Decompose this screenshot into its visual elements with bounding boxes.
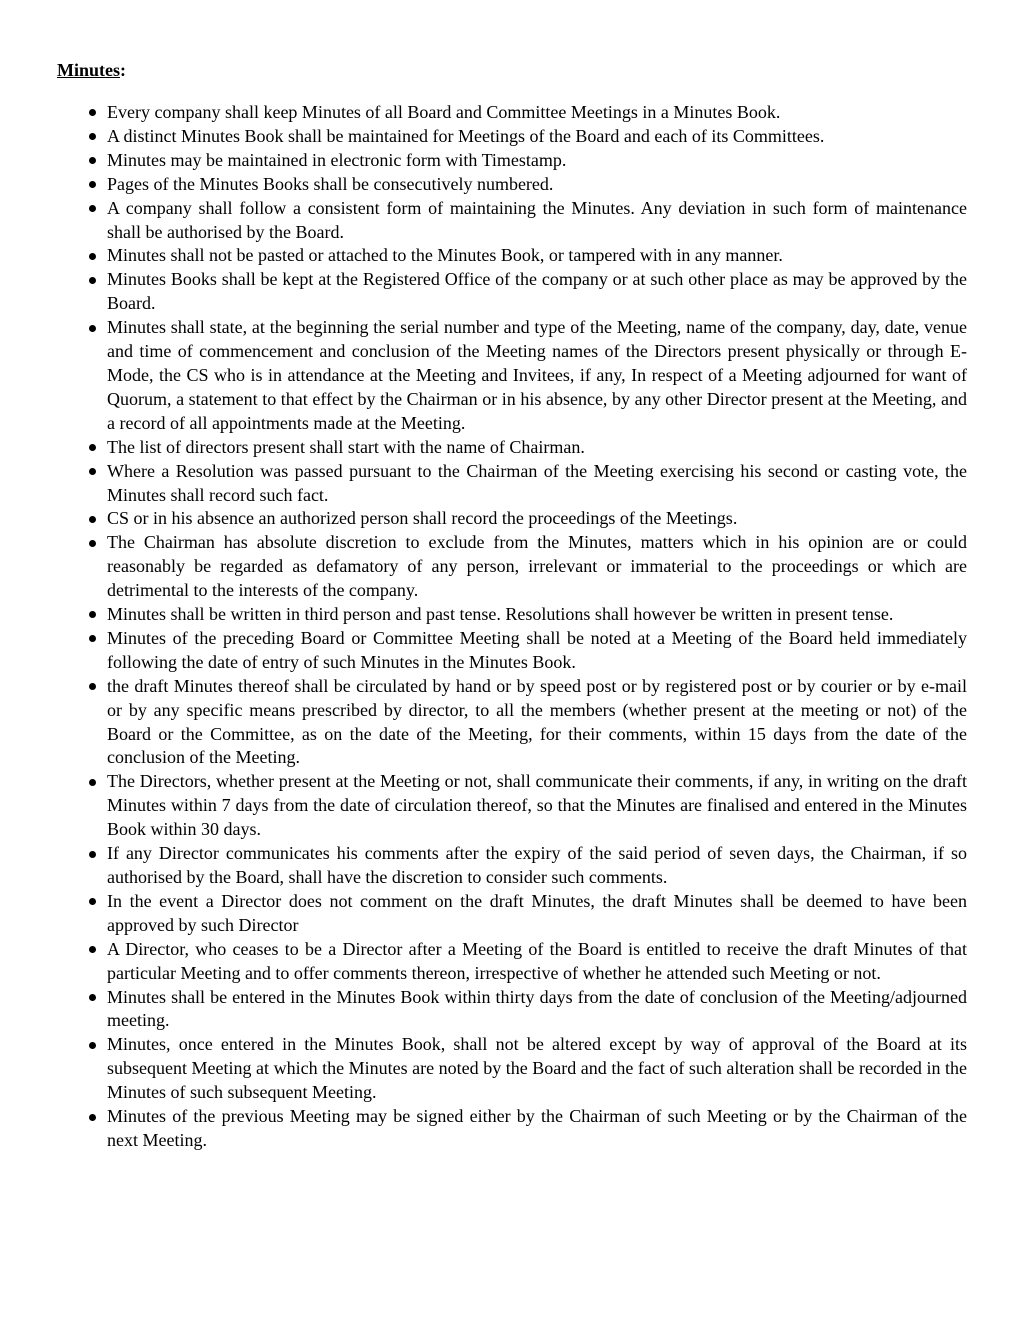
bullet-item <box>0 1033 967 1105</box>
bullet-item <box>0 507 967 531</box>
bullet-text: Minutes may be maintained in electronic form with Timestamp. <box>107 149 567 170</box>
bullet-point-icon <box>86 125 98 149</box>
bullet-text: A company shall follow a consistent form of maintaining the Minutes. Any deviation in such form of maintenance shall be authorised by the Board. <box>107 197 967 242</box>
heading-colon: : <box>120 60 126 80</box>
bullet-point-icon <box>86 1105 98 1129</box>
bullet-point-icon <box>86 627 98 651</box>
bullet-text: If any Director communicates his comments after the expiry of the said period of seven days, the Chairman, if so authorised by the Board, shall have the discretion to consider such comments. <box>107 843 967 887</box>
bullet-item <box>0 531 967 603</box>
bullet-text: Minutes shall be written in third person and past tense. Resolutions shall however be written in present tense. <box>107 604 894 625</box>
bullet-text: the draft Minutes thereof shall be circulated by hand or by speed post or by registered post or by courier or by e-mail or by any specific means prescribed by director, to all the members (whether present at the meeting or not) of the Board or the Committee, as on the date of the Meeting, for their comments, within 15 days from the date of the conclusion of the Meeting. <box>107 675 967 768</box>
bullet-text: Minutes shall be entered in the Minutes Book within thirty days from the date of conclusion of the Meeting/adjourned meeting. <box>107 986 967 1031</box>
bullet-point-icon <box>86 603 98 627</box>
bullet-point-icon <box>86 675 98 699</box>
bullet-text: In the event a Director does not comment on the draft Minutes, the draft Minutes shall be deemed to have been approved by such Director <box>107 890 967 935</box>
bullet-item <box>0 316 967 436</box>
bullet-item <box>0 770 967 842</box>
bullet-item <box>0 675 967 771</box>
bullet-item <box>0 125 967 149</box>
bullet-point-icon <box>86 770 98 794</box>
bullet-point-icon <box>86 507 98 531</box>
bullet-point-icon <box>86 436 98 460</box>
bullet-item <box>0 842 967 890</box>
bullet-point-icon <box>86 986 98 1010</box>
bullet-text: Minutes shall state, at the beginning the serial number and type of the Meeting, name of the company, day, date, venue and time of commencement and conclusion of the Meeting names of the Directors present physically or through E-Mode, the CS who is in attendance at the Meeting and Invitees, if any, In respect of a Meeting adjourned for want of Quorum, a statement to that effect by the Chairman or in his absence, by any other Director present at the Meeting, and a record of all appointments made at the Meeting. <box>107 317 967 433</box>
bullet-text: A distinct Minutes Book shall be maintained for Meetings of the Board and each of its Committees. <box>107 125 825 146</box>
bullet-item <box>0 436 967 460</box>
bullet-text: The Chairman has absolute discretion to exclude from the Minutes, matters which in his opinion are or could reasonably be regarded as defamatory of any person, irrelevant or immaterial to the proceedings or which are detrimental to the interests of the company. <box>107 532 967 601</box>
bullet-point-icon <box>86 268 98 292</box>
bullet-text: Pages of the Minutes Books shall be consecutively numbered. <box>107 173 554 194</box>
bullet-item <box>0 173 967 197</box>
bullet-item <box>0 986 967 1034</box>
bullet-item <box>0 197 967 245</box>
bullet-text: Minutes Books shall be kept at the Registered Office of the company or at such other place as may be approved by the Board. <box>107 269 967 314</box>
bullet-text: Minutes, once entered in the Minutes Book, shall not be altered except by way of approval of the Board at its subsequent Meeting at which the Minutes are noted by the Board and the fact of such alteration shall be recorded in the Minutes of such subsequent Meeting. <box>107 1034 967 1103</box>
bullet-item <box>0 149 967 173</box>
bullet-text: Minutes shall not be pasted or attached to the Minutes Book, or tampered with in any manner. <box>107 245 783 266</box>
bullet-text: Where a Resolution was passed pursuant to the Chairman of the Meeting exercising his second or casting vote, the Minutes shall record such fact. <box>107 460 967 505</box>
bullet-item <box>0 890 967 938</box>
bullet-item <box>0 938 967 986</box>
bullet-point-icon <box>86 890 98 914</box>
bullet-text: Minutes of the previous Meeting may be signed either by the Chairman of such Meeting or by the Chairman of the next Meeting. <box>107 1106 967 1150</box>
bullet-point-icon <box>86 316 98 340</box>
bullet-text: The Directors, whether present at the Meeting or not, shall communicate their comments, if any, in writing on the draft Minutes within 7 days from the date of circulation thereof, so that the Minutes are finalised and entered in the Minutes Book within 30 days. <box>107 771 967 840</box>
bullet-point-icon <box>86 531 98 555</box>
bullet-text: Every company shall keep Minutes of all Board and Committee Meetings in a Minutes Book. <box>107 102 781 122</box>
bullet-item <box>0 268 967 316</box>
bullet-point-icon <box>86 197 98 221</box>
bullet-item <box>0 1105 967 1153</box>
bullet-text: Minutes of the preceding Board or Committee Meeting shall be noted at a Meeting of the Board held immediately following the date of entry of such Minutes in the Minutes Book. <box>107 627 967 672</box>
bullet-list <box>0 101 1024 1153</box>
heading-text: Minutes <box>57 60 120 80</box>
bullet-text: A Director, who ceases to be a Director after a Meeting of the Board is entitled to receive the draft Minutes of that particular Meeting and to offer comments thereon, irrespective of whether he attended such Meeting or not. <box>107 938 967 983</box>
bullet-point-icon <box>86 244 98 268</box>
bullet-text: The list of directors present shall start with the name of Chairman. <box>107 436 585 457</box>
bullet-point-icon <box>86 173 98 197</box>
bullet-point-icon <box>86 149 98 173</box>
bullet-point-icon <box>86 938 98 962</box>
page-heading <box>57 58 126 82</box>
bullet-item <box>0 460 967 508</box>
bullet-point-icon <box>86 460 98 484</box>
bullet-point-icon <box>86 101 98 125</box>
bullet-item <box>0 603 967 627</box>
bullet-item <box>0 244 967 268</box>
bullet-item <box>0 627 967 675</box>
bullet-point-icon <box>86 842 98 866</box>
bullet-item <box>0 101 967 125</box>
bullet-point-icon <box>86 1033 98 1057</box>
bullet-text: CS or in his absence an authorized person shall record the proceedings of the Meetings. <box>107 508 738 529</box>
